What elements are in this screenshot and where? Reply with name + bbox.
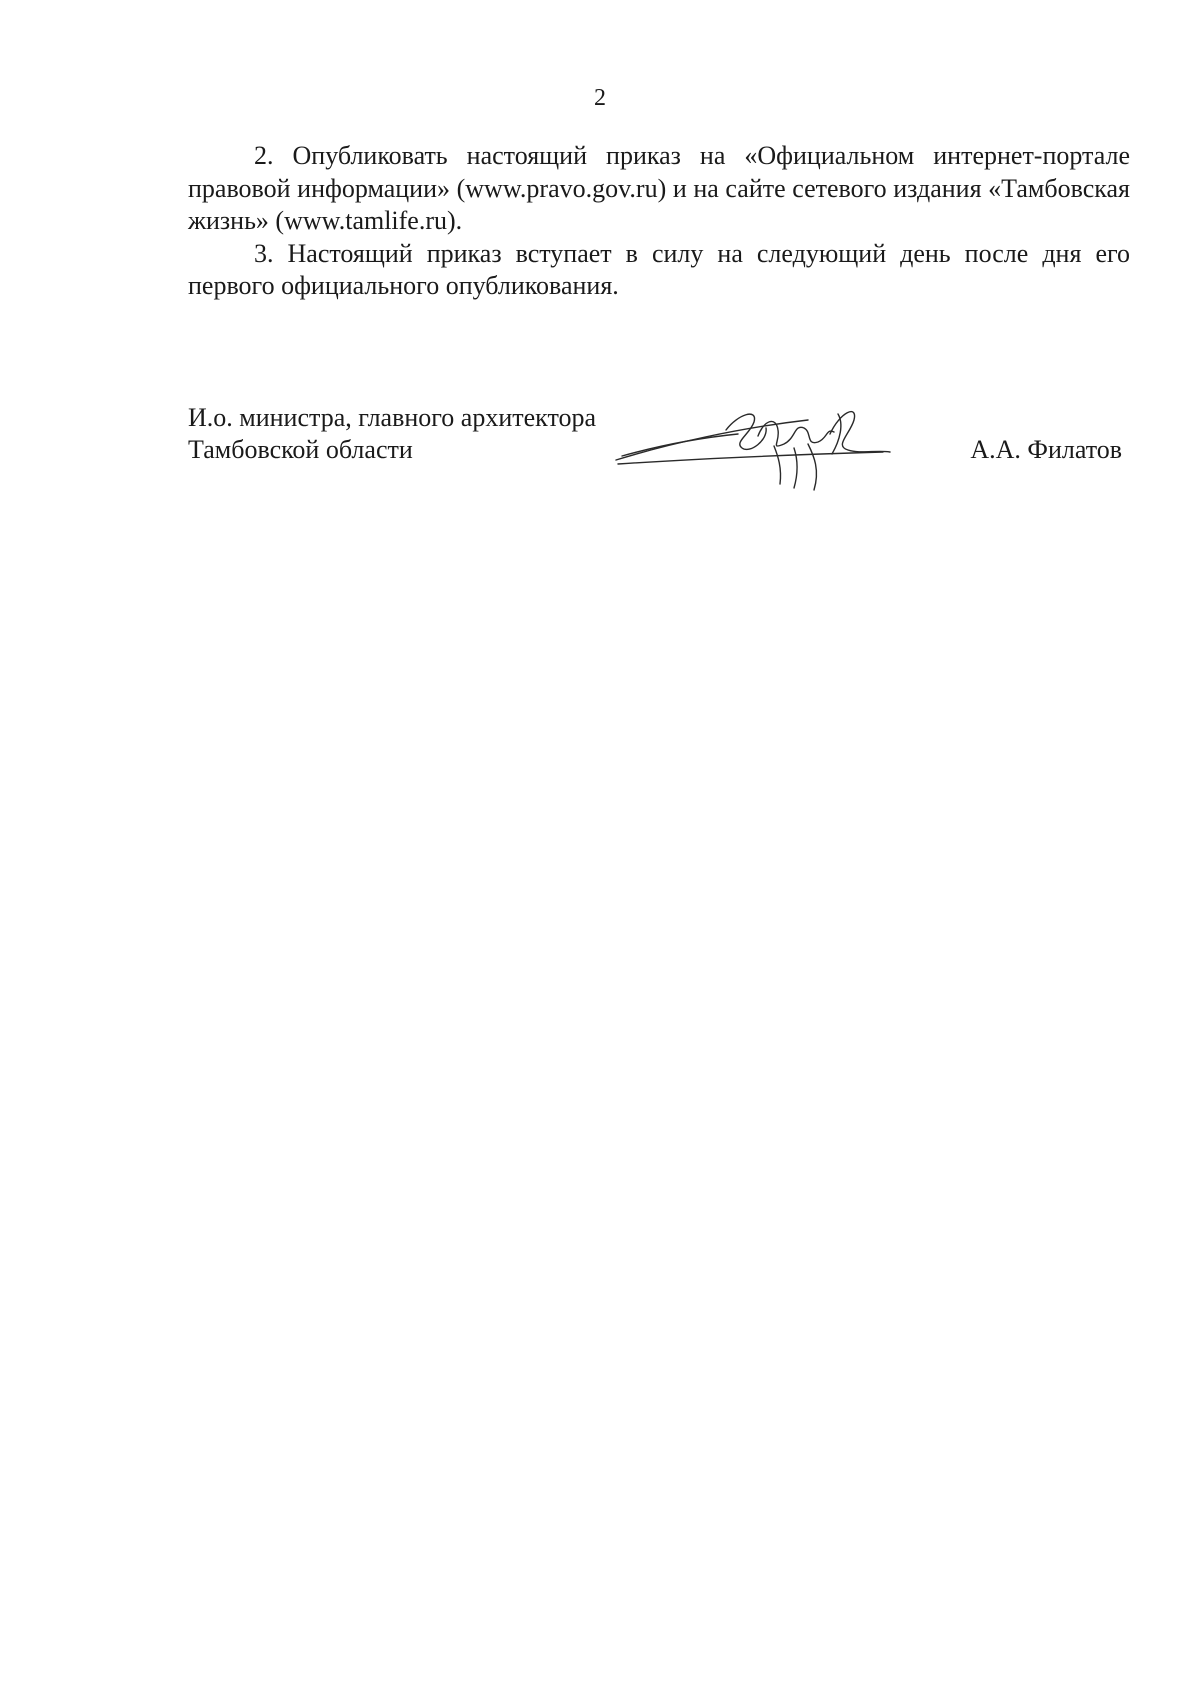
signature-block (188, 402, 1130, 512)
signatory-position-line-1: И.о. министра, главного архитектора (188, 403, 597, 432)
handwritten-signature (608, 394, 898, 494)
paragraph-2: 2. Опубликовать настоящий приказ на «Официальном интернет-портале правовой информации» (www.pravo.gov.ru) и на сайте сетевого издания «Тамбовская жизнь» (www.tamlife.ru). (188, 141, 1130, 235)
document-body (188, 140, 1130, 303)
page-number: 2 (594, 85, 606, 111)
signatory-name: А.А. Филатов (970, 435, 1122, 464)
paragraph-3: 3. Настоящий приказ вступает в силу на следующий день после дня его первого официального опубликования. (188, 238, 1130, 300)
signatory-position-line-2: Тамбовской области (188, 435, 413, 464)
signatory-position (188, 402, 596, 466)
